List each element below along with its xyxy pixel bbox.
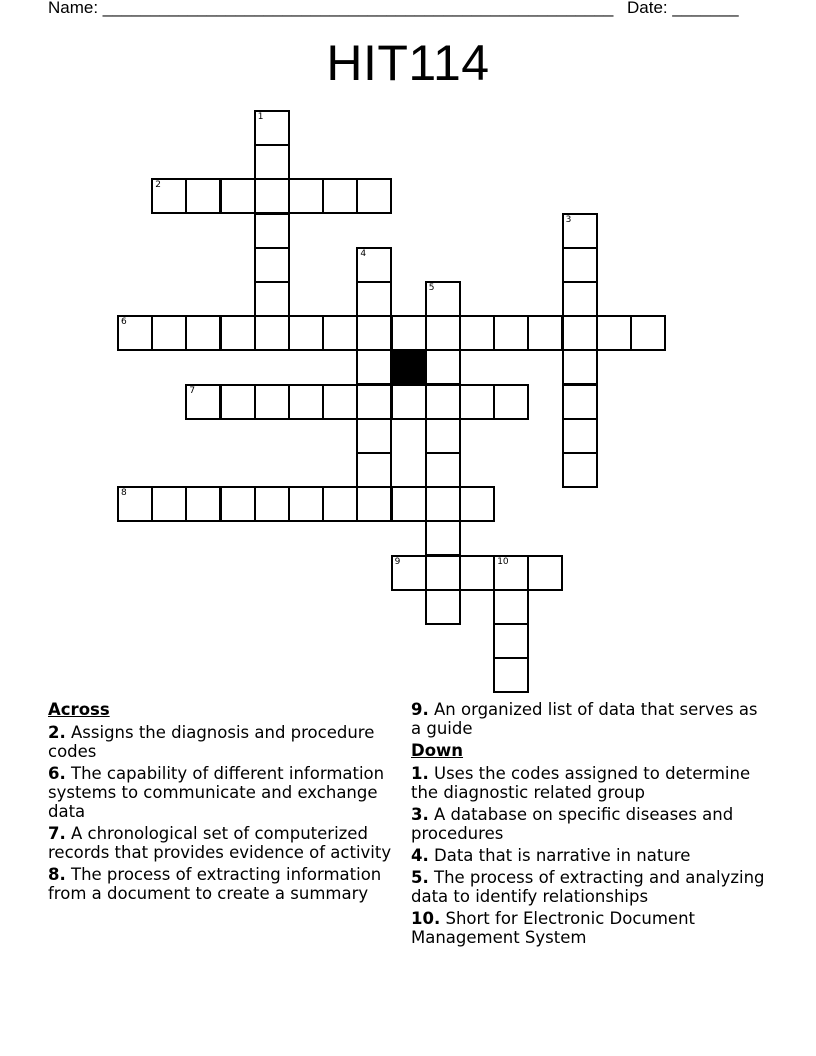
- grid-cell[interactable]: [220, 384, 256, 420]
- grid-cell[interactable]: [562, 349, 598, 385]
- grid-cell[interactable]: [391, 486, 427, 522]
- grid-cell[interactable]: [527, 315, 563, 351]
- across-heading: Across: [48, 700, 110, 719]
- cell-number: 10: [497, 556, 509, 567]
- cell-number: 1: [257, 112, 264, 122]
- grid-cell[interactable]: [562, 452, 598, 488]
- grid-cell[interactable]: [254, 315, 290, 351]
- grid-cell[interactable]: [151, 178, 187, 214]
- grid-cell[interactable]: [322, 315, 358, 351]
- grid-cell[interactable]: [254, 213, 290, 249]
- clue-number: 7.: [48, 824, 66, 843]
- clue-text: The process of extracting information from a document to create a summary: [48, 865, 382, 903]
- grid-cell[interactable]: [391, 384, 427, 420]
- cell-number: 3: [565, 214, 572, 225]
- grid-cell[interactable]: [493, 657, 529, 693]
- grid-cell[interactable]: [254, 384, 290, 420]
- clue-number: 6.: [48, 764, 66, 783]
- grid-cell[interactable]: [493, 589, 529, 625]
- grid-cell[interactable]: [185, 486, 221, 522]
- grid-cell[interactable]: [562, 384, 598, 420]
- grid-cell[interactable]: [356, 384, 392, 420]
- grid-cell[interactable]: [254, 144, 290, 180]
- clue-number: 1.: [411, 764, 429, 783]
- grid-cell[interactable]: [288, 384, 324, 420]
- grid-cell[interactable]: [391, 315, 427, 351]
- page-title: HIT114: [326, 35, 490, 91]
- grid-cell[interactable]: [562, 213, 598, 249]
- grid-cell[interactable]: [356, 452, 392, 488]
- grid-cell[interactable]: [425, 315, 461, 351]
- clue-number: 8.: [48, 865, 66, 884]
- grid-cell[interactable]: [117, 486, 153, 522]
- grid-cell[interactable]: [425, 589, 461, 625]
- grid-cell[interactable]: [356, 349, 392, 385]
- grid-cell[interactable]: [288, 178, 324, 214]
- clue-text: Short for Electronic Document Management System: [411, 909, 695, 947]
- grid-cell[interactable]: [493, 384, 529, 420]
- grid-cell[interactable]: [493, 555, 529, 591]
- grid-cell[interactable]: [322, 178, 358, 214]
- grid-cell[interactable]: [493, 315, 529, 351]
- grid-cell[interactable]: [288, 315, 324, 351]
- grid-cell[interactable]: [459, 384, 495, 420]
- cell-number: 4: [360, 248, 367, 259]
- down-heading: Down: [411, 741, 464, 760]
- clue-across-6: [48, 764, 398, 821]
- grid-cell[interactable]: [493, 623, 529, 659]
- cell-number: 2: [155, 180, 161, 191]
- clue-text: An organized list of data that serves as a guide: [411, 700, 758, 738]
- clue-text: Data that is narrative in nature: [434, 846, 691, 865]
- grid-cell[interactable]: [425, 418, 461, 454]
- cell-number: 7: [189, 385, 196, 396]
- clue-number: 4.: [411, 846, 429, 865]
- grid-cell[interactable]: [630, 315, 666, 351]
- grid-cell[interactable]: [185, 178, 221, 214]
- clue-number: 10.: [411, 909, 441, 928]
- grid-cell[interactable]: [391, 555, 427, 591]
- grid-cell[interactable]: [425, 349, 461, 385]
- clue-text: Assigns the diagnosis and procedure codes: [48, 723, 375, 761]
- cell-number: 5: [428, 283, 435, 293]
- grid-cell[interactable]: [425, 281, 461, 317]
- grid-cell[interactable]: [220, 315, 256, 351]
- grid-cell[interactable]: [356, 281, 392, 317]
- clue-down-1: [411, 764, 771, 802]
- clue-number: 3.: [411, 805, 429, 824]
- clue-across-9: [411, 700, 771, 738]
- grid-cell[interactable]: [596, 315, 632, 351]
- grid-cell[interactable]: [562, 418, 598, 454]
- clue-text: The process of extracting and analyzing data to identify relationships: [411, 868, 765, 906]
- grid-cell[interactable]: [562, 315, 598, 351]
- grid-cell[interactable]: [527, 555, 563, 591]
- grid-cell[interactable]: [185, 315, 221, 351]
- grid-cell[interactable]: [459, 315, 495, 351]
- grid-cell[interactable]: [425, 520, 461, 556]
- clue-text: The capability of different information systems to communicate and exchange data: [48, 764, 385, 821]
- clue-across-8: [48, 865, 398, 903]
- name-line: Name: ______________________________________________________: [48, 0, 614, 17]
- clue-text: Uses the codes assigned to determine the diagnostic related group: [411, 764, 751, 802]
- grid-cell[interactable]: [322, 384, 358, 420]
- grid-cell[interactable]: [425, 384, 461, 420]
- clue-down-3: [411, 805, 771, 843]
- grid-cell[interactable]: [356, 418, 392, 454]
- clue-across-7: [48, 824, 398, 862]
- clue-text: A chronological set of computerized records that provides evidence of activity: [48, 824, 392, 862]
- grid-cell[interactable]: [459, 486, 495, 522]
- grid-cell[interactable]: [185, 384, 221, 420]
- grid-cell[interactable]: [425, 452, 461, 488]
- grid-cell[interactable]: [356, 486, 392, 522]
- date-line: Date: _______: [627, 0, 739, 17]
- grid-cell[interactable]: [425, 486, 461, 522]
- grid-cell[interactable]: [117, 315, 153, 351]
- grid-cell[interactable]: [254, 178, 290, 214]
- grid-cell[interactable]: [562, 281, 598, 317]
- clue-down-10: [411, 909, 771, 947]
- grid-cell[interactable]: [356, 247, 392, 283]
- clue-number: 2.: [48, 723, 66, 742]
- black-cell: [391, 349, 427, 385]
- grid-cell[interactable]: [356, 315, 392, 351]
- clue-down-5: [411, 868, 771, 906]
- clue-down-4: [411, 846, 771, 865]
- clue-number: 9.: [411, 700, 429, 719]
- cell-number: 9: [394, 556, 401, 567]
- clues-right-column: [411, 700, 771, 950]
- grid-cell[interactable]: [151, 486, 187, 522]
- grid-cell[interactable]: [254, 247, 290, 283]
- clue-across-2: [48, 723, 398, 761]
- grid-cell[interactable]: [322, 486, 358, 522]
- grid-cell[interactable]: [220, 178, 256, 214]
- grid-cell[interactable]: [288, 486, 324, 522]
- grid-cell[interactable]: [459, 555, 495, 591]
- clues-left-column: [48, 700, 398, 906]
- grid-cell[interactable]: [254, 281, 290, 317]
- grid-cell[interactable]: [425, 555, 461, 591]
- clue-text: A database on specific diseases and procedures: [411, 805, 734, 843]
- grid-cell[interactable]: [356, 178, 392, 214]
- grid-cell[interactable]: [254, 110, 290, 146]
- clue-number: 5.: [411, 868, 429, 887]
- cell-number: 8: [121, 488, 127, 499]
- grid-cell[interactable]: [562, 247, 598, 283]
- grid-cell[interactable]: [151, 315, 187, 351]
- grid-cell[interactable]: [220, 486, 256, 522]
- cell-number: 6: [121, 317, 127, 328]
- grid-cell[interactable]: [254, 486, 290, 522]
